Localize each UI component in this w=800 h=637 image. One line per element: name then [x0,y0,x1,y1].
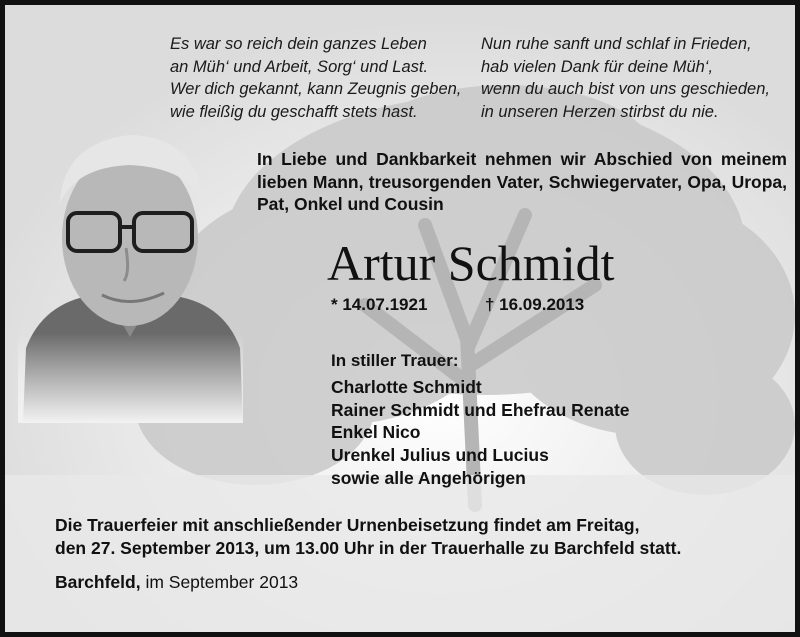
mourning-label: In stiller Trauer: [331,351,459,370]
poem-right [481,33,770,123]
service-line: Die Trauerfeier mit anschließender Urnenbeisetzung findet am Freitag, [55,515,640,535]
mourner-item: Charlotte Schmidt [331,377,482,397]
mourner-item: Rainer Schmidt und Ehefrau Renate [331,399,630,420]
mourner-item: sowie alle Angehörigen [331,467,526,488]
intro-text: In Liebe und Dankbarkeit nehmen wir Abschied von meinem lieben Mann, treusorgenden Vater, Schwiegervater, Opa, Uropa, Pat, Onkel und Cousin [257,149,787,214]
poem-line: Nun ruhe sanft und schlaf in Frieden, [481,35,752,53]
poem-line: Wer dich gekannt, kann Zeugnis geben, [170,80,462,98]
birth-date: * 14.07.1921 [331,295,428,314]
mourner-item: Urenkel Julius und Lucius [331,445,549,466]
place-date: im September 2013 [140,572,299,592]
death-date: † 16.09.2013 [485,295,585,314]
deceased-name: Artur Schmidt [327,235,615,291]
poem-line: wie fleißig du geschafft stets hast. [170,102,418,121]
poem-left [170,33,461,123]
poem-line: in unseren Herzen stirbst du nie. [481,102,719,121]
poem-line: an Müh‘ und Arbeit, Sorg‘ und Last. [170,57,429,76]
mourner-item: Enkel Nico [331,422,421,443]
poem-line: hab vielen Dank für deine Müh‘, [481,57,714,76]
portrait-photo [18,123,243,423]
place-and-date [55,572,298,593]
place-name: Barchfeld, [55,572,141,592]
funeral-service-info [55,514,681,560]
mourners-list [331,376,630,490]
poem-line: Es war so reich dein ganzes Leben [170,35,427,53]
service-line: den 27. September 2013, um 13.00 Uhr in der Trauerhalle zu Barchfeld statt. [55,538,682,558]
poem-line: wenn du auch bist von uns geschieden, [481,80,770,98]
